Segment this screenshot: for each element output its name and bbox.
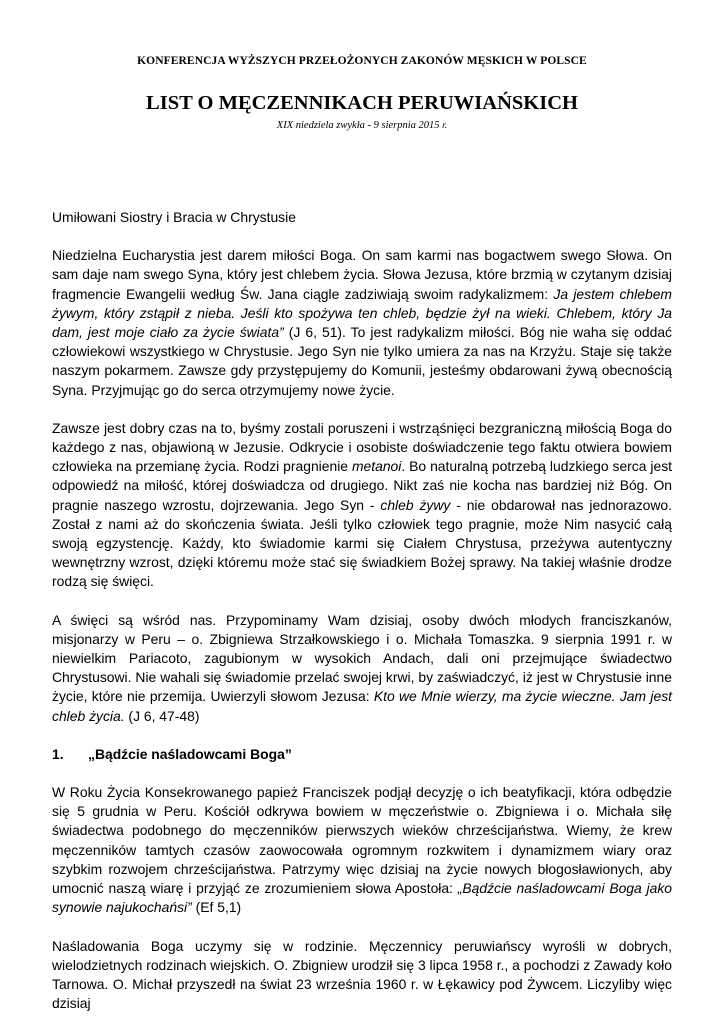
p2-text-a: Zawsze jest dobry czas na to, byśmy zostali poruszeni i wstrząśnięci bezgraniczną miłością Boga do każdego z nas, objawioną w Jezusie. Odkrycie i osobiste doświadczenie tego faktu otwiera bowiem człowieka na przemianę życia. Rodzi pragnienie [52,419,672,475]
p2-metanoi: metanoi [351,458,402,475]
p4-text-a: W Roku Życia Konsekrowanego papież Franciszek podjął decyzję o ich beatyfikacji, która odbędzie się 5 grudnia w Peru. Kościół odkrywa bowiem w męczeństwie o. Zbigniewa i o. Michała siłę świadectwa podobnego do męczenników pierwszych wieków chrześcijaństwa. Wiemy, że krew męczenników tamtych czasów zaowocowała ogromnym rozkwitem i dynamizmem wiary oraz szybkim rozwojem chrześcijaństwa. Patrzymy więc dzisiaj na życie nowych błogosławionych, aby umocnić naszą wiarę i przyjąć ze zrozumieniem słowa Apostoła: [52,784,672,897]
p1-text-a: Niedzielna Eucharystia jest darem miłości Boga. On sam karmi nas bogactwem swego Słowa. On sam daje nam swego Syna, który jest chlebem życia. Słowa Jezusa, które brzmią w czytanym dzisiaj fragmencie Ewangelii według Św. Jana ciągle zadziwiają swoim radykalizmem: [52,247,672,302]
paragraph-1 [52,246,672,400]
section-1-number: 1. [52,745,64,762]
letter-body [52,208,672,1032]
paragraph-3 [52,611,672,726]
p3-text-a: A święci są wśród nas. Przypominamy Wam dzisiaj, osoby dwóch młodych franciszkanów, misjonarzy w Peru – o. Zbigniewa Strzałkowskiego i o. Michała Tomaszka. 9 sierpnia 1991 r. w niewielkim Pariacoto, zagubionym w wysokich Andach, dali oni przejmujące świadectwo Chrystusowi. Nie wahali się świadomie przelać swojej krwi, by zaświadczyć, iż jest w Chrystusie inne życie, które nie przemija. Uwierzyli słowom Jezusa: [52,611,672,705]
subtitle-date: XIX niedziela zwykła - 9 sierpnia 2015 [276,120,443,131]
p2-text-c: - nie obdarował nas jednorazowo. Został z nami aż do skończenia świata. Jeśli tylko człowiek tego pragnie, może Nim nasycić całą swoją egzystencję. Każdy, kto świadomie karmi się Ciałem Chrystusa, przeżywa autentyczny wewnętrzny wzrost, dzięki któremu może stać się świadkiem Bożej sprawy. Na takiej właśnie drodze rodzą się święci. [52,496,672,590]
organization-header: KONFERENCJA WYŻSZYCH PRZEŁOŻONYCH ZAKONÓW MĘSKICH W POLSCE [137,55,587,67]
p1-text-b: (J 6, 51). To jest radykalizm miłości. Bóg nie waha się oddać człowiekowi wszystkiego w Chrystusie. Jego Syn nie tylko umiera za nas na Krzyżu. Staje się także naszym pokarmem. Zawsze gdy przystępujemy do Komunii, jesteśmy obdarowani żywą obecnością Syna. Przyjmując go do serca otrzymujemy nowe życie. [52,324,672,398]
paragraph-2 [52,419,672,592]
p4-quote: „Bądźcie naśladowcami Boga jako synowie najukochańsi” [52,880,673,916]
document-title: LIST O MĘCZENNIKACH PERUWIAŃSKICH [146,92,578,114]
greeting: Umiłowani Siostry i Bracia w Chrystusie [52,209,296,225]
section-1-title: „Bądźcie naśladowcami Boga” [88,745,292,762]
p3-text-b: (J 6, 47-48) [124,707,200,724]
document-subtitle [0,120,724,131]
p3-quote: Kto we Mnie wierzy, ma życie wieczne. Jam jest chleb życia. [52,688,672,724]
subtitle-end: r. [442,121,448,131]
section-1-heading [52,745,672,764]
p5-text-a: Naśladowania Boga uczymy się w rodzinie. Męczennicy peruwiańscy wyrośli w dobrych, wielodzietnych rodzinach wiejskich. O. Zbigniew urodził się 3 lipca 1958 r., a pochodzi z Zawady koło Tarnowa. O. Michał przyszedł na świat 23 września 1960 r. w Łękawicy pod Żywcem. Liczyliby więc dzisiaj [52,937,672,1012]
paragraph-4 [52,783,672,917]
p1-quote: Ja jestem chlebem żywym, który zstąpił z nieba. Jeśli kto spożywa ten chleb, będzie żył na wieki. Chlebem, który Ja dam, jest moje ciało za życie świata” [52,285,672,341]
paragraph-5 [52,937,672,1014]
p2-text-b: . Bo naturalną potrzebą ludzkiego serca jest odpowiedź na miłość, której doświadcza od drugiego. Nikt zaś nie kocha nas bardziej niż Bóg. On pragnie naszego wzrostu, dojrzewania. Jego Syn - [52,458,672,513]
p4-text-b: (Ef 5,1) [191,899,242,916]
p2-chleb: chleb żywy [380,496,451,513]
